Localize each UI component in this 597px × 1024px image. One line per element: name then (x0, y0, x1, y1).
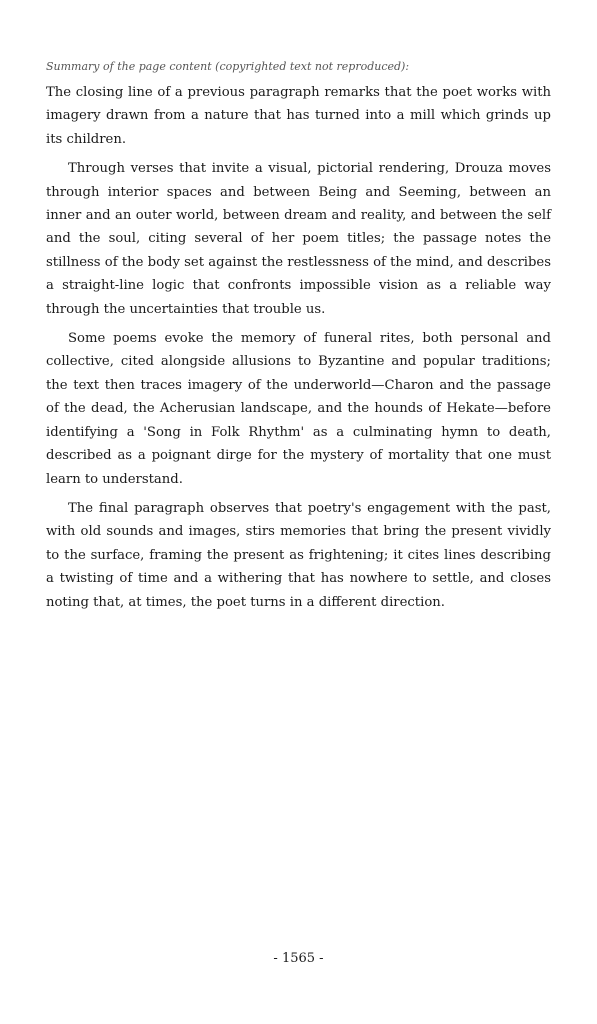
page-number: - 1565 - (273, 951, 324, 966)
summary-note: Summary of the page content (copyrighted text not reproduced): (46, 60, 410, 73)
paragraph: The final paragraph observes that poetry's engagement with the past, with old sounds and images, stirs memories that bring the present vividly to the surface, framing the present as frightening; it cites lines describing a twisting of time and a withering that has nowhere to settle, and closes noting that, at times, the poet turns in a different direction. (46, 500, 551, 610)
paragraph: The closing line of a previous paragraph remarks that the poet works with imagery drawn from a nature that has turned into a mill which grinds up its children. (46, 85, 551, 147)
paragraph: Through verses that invite a visual, pictorial rendering, Drouza moves through interior spaces and between Being and Seeming, between an inner and an outer world, between dream and reality, and between the self and the soul, citing several of her poem titles; the passage notes the stillness of the body set against the restlessness of the mind, and describes a straight-line logic that confronts impossible vision as a reliable way through the uncertainties that trouble us. (46, 161, 551, 317)
paragraph: Some poems evoke the memory of funeral rites, both personal and collective, cited alongside allusions to Byzantine and popular traditions; the text then traces imagery of the underworld—Charon and the passage of the dead, the Acherusian landscape, and the hounds of Hekate—before identifying a 'Song in Folk Rhythm' as a culminating hymn to death, described as a poignant dirge for the mystery of mortality that one must learn to understand. (46, 331, 551, 487)
